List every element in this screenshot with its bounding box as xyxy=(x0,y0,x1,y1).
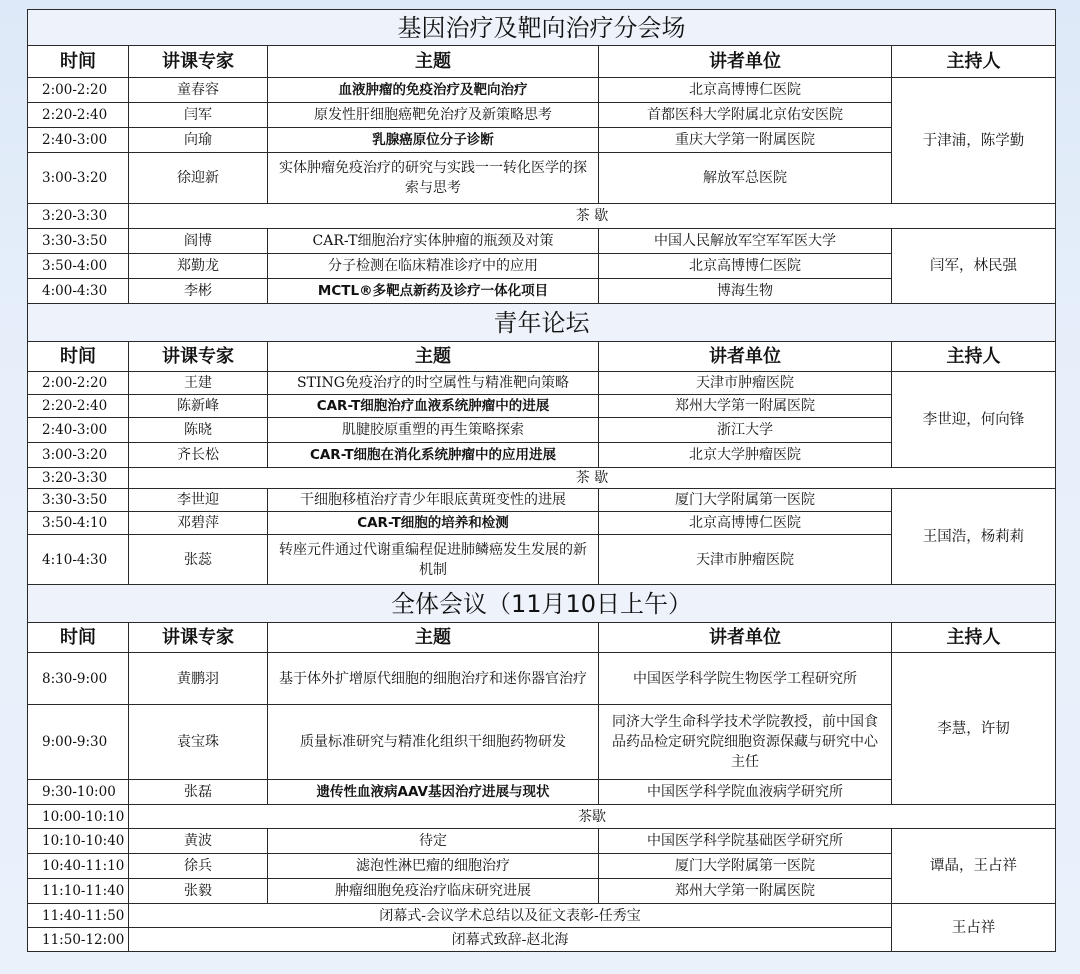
header-row xyxy=(28,623,1056,653)
topic-cell: 原发性肝细胞癌靶免治疗及新策略思考 xyxy=(268,103,599,128)
org-cell: 博海生物 xyxy=(599,279,892,304)
speaker-cell: 阎博 xyxy=(129,229,268,254)
time-cell: 8:30-9:00 xyxy=(28,653,129,705)
time-cell: 11:10-11:40 xyxy=(28,879,129,904)
time-cell: 2:00-2:20 xyxy=(28,78,129,103)
speaker-cell: 邓碧萍 xyxy=(129,512,268,535)
speaker-cell: 向瑜 xyxy=(129,128,268,153)
closing-cell: 闭幕式致辞-赵北海 xyxy=(129,928,892,952)
header-time: 时间 xyxy=(28,342,129,372)
host-cell: 李世迎，何向锋 xyxy=(892,372,1056,468)
speaker-cell: 袁宝珠 xyxy=(129,705,268,780)
org-cell: 郑州大学第一附属医院 xyxy=(599,395,892,418)
speaker-cell: 陈晓 xyxy=(129,418,268,443)
header-topic: 主题 xyxy=(268,623,599,653)
speaker-cell: 李彬 xyxy=(129,279,268,304)
topic-cell: 实体肿瘤免疫治疗的研究与实践一一转化医学的探索与思考 xyxy=(268,153,599,204)
org-cell: 北京高博博仁医院 xyxy=(599,254,892,279)
time-cell: 4:10-4:30 xyxy=(28,535,129,585)
org-cell: 厦门大学附属第一医院 xyxy=(599,854,892,879)
section-title: 全体会议（11月10日上午） xyxy=(28,585,1056,623)
time-cell: 11:40-11:50 xyxy=(28,904,129,928)
topic-cell: 待定 xyxy=(268,829,599,854)
host-cell: 李慧，许韧 xyxy=(892,653,1056,805)
time-cell: 11:50-12:00 xyxy=(28,928,129,952)
time-cell: 3:20-3:30 xyxy=(28,204,129,229)
speaker-cell: 张磊 xyxy=(129,780,268,805)
closing-cell: 闭幕式-会议学术总结以及征文表彰-任秀宝 xyxy=(129,904,892,928)
host-cell: 于津浦，陈学勤 xyxy=(892,78,1056,204)
time-cell: 9:30-10:00 xyxy=(28,780,129,805)
time-cell: 2:20-2:40 xyxy=(28,395,129,418)
table-row xyxy=(28,229,1056,254)
header-org: 讲者单位 xyxy=(599,342,892,372)
org-cell: 中国医学科学院基础医学研究所 xyxy=(599,829,892,854)
speaker-cell: 王建 xyxy=(129,372,268,395)
schedule-table xyxy=(27,9,1056,952)
time-cell: 9:00-9:30 xyxy=(28,705,129,780)
host-cell: 闫军，林民强 xyxy=(892,229,1056,304)
topic-cell: 干细胞移植治疗青少年眼底黄斑变性的进展 xyxy=(268,489,599,512)
time-cell: 10:00-10:10 xyxy=(28,805,129,829)
section-title-row xyxy=(28,10,1056,46)
topic-cell: CAR-T细胞在消化系统肿瘤中的应用进展 xyxy=(268,443,599,468)
org-cell: 首都医科大学附属北京佑安医院 xyxy=(599,103,892,128)
break-row xyxy=(28,204,1056,229)
time-cell: 3:30-3:50 xyxy=(28,489,129,512)
org-cell: 中国医学科学院血液病学研究所 xyxy=(599,780,892,805)
topic-cell: CAR-T细胞治疗实体肿瘤的瓶颈及对策 xyxy=(268,229,599,254)
table-row xyxy=(28,653,1056,705)
section-title: 基因治疗及靶向治疗分会场 xyxy=(28,10,1056,46)
speaker-cell: 张蕊 xyxy=(129,535,268,585)
header-topic: 主题 xyxy=(268,342,599,372)
table-row xyxy=(28,489,1056,512)
section-title-row xyxy=(28,585,1056,623)
tea-break-cell: 茶 歇 xyxy=(129,468,1056,489)
speaker-cell: 齐长松 xyxy=(129,443,268,468)
topic-cell: MCTL®多靶点新药及诊疗一体化项目 xyxy=(268,279,599,304)
header-org: 讲者单位 xyxy=(599,623,892,653)
topic-cell: 分子检测在临床精准诊疗中的应用 xyxy=(268,254,599,279)
topic-cell: 血液肿瘤的免疫治疗及靶向治疗 xyxy=(268,78,599,103)
org-cell: 中国人民解放军空军军医大学 xyxy=(599,229,892,254)
header-speaker: 讲课专家 xyxy=(129,623,268,653)
header-speaker: 讲课专家 xyxy=(129,46,268,78)
time-cell: 4:00-4:30 xyxy=(28,279,129,304)
time-cell: 10:10-10:40 xyxy=(28,829,129,854)
header-row xyxy=(28,46,1056,78)
org-cell: 厦门大学附属第一医院 xyxy=(599,489,892,512)
topic-cell: 遗传性血液病AAV基因治疗进展与现状 xyxy=(268,780,599,805)
header-topic: 主题 xyxy=(268,46,599,78)
org-cell: 浙江大学 xyxy=(599,418,892,443)
speaker-cell: 徐迎新 xyxy=(129,153,268,204)
time-cell: 2:20-2:40 xyxy=(28,103,129,128)
header-time: 时间 xyxy=(28,46,129,78)
time-cell: 3:50-4:10 xyxy=(28,512,129,535)
closing-row xyxy=(28,904,1056,928)
table-row xyxy=(28,372,1056,395)
org-cell: 北京高博博仁医院 xyxy=(599,512,892,535)
org-cell: 郑州大学第一附属医院 xyxy=(599,879,892,904)
table-row xyxy=(28,78,1056,103)
section-title-row xyxy=(28,304,1056,342)
topic-cell: 肿瘤细胞免疫治疗临床研究进展 xyxy=(268,879,599,904)
org-cell: 天津市肿瘤医院 xyxy=(599,535,892,585)
topic-cell: 转座元件通过代谢重编程促进肺鳞癌发生发展的新机制 xyxy=(268,535,599,585)
org-cell: 天津市肿瘤医院 xyxy=(599,372,892,395)
speaker-cell: 徐兵 xyxy=(129,854,268,879)
host-cell: 谭晶，王占祥 xyxy=(892,829,1056,904)
break-row xyxy=(28,805,1056,829)
topic-cell: CAR-T细胞的培养和检测 xyxy=(268,512,599,535)
topic-cell: 肌腱胶原重塑的再生策略探索 xyxy=(268,418,599,443)
host-cell: 王国浩，杨莉莉 xyxy=(892,489,1056,585)
tea-break-cell: 茶歇 xyxy=(129,805,1056,829)
speaker-cell: 闫军 xyxy=(129,103,268,128)
time-cell: 3:00-3:20 xyxy=(28,153,129,204)
time-cell: 10:40-11:10 xyxy=(28,854,129,879)
org-cell: 北京高博博仁医院 xyxy=(599,78,892,103)
org-cell: 中国医学科学院生物医学工程研究所 xyxy=(599,653,892,705)
speaker-cell: 郑勤龙 xyxy=(129,254,268,279)
time-cell: 3:00-3:20 xyxy=(28,443,129,468)
header-host: 主持人 xyxy=(892,342,1056,372)
section-title: 青年论坛 xyxy=(28,304,1056,342)
time-cell: 2:40-3:00 xyxy=(28,128,129,153)
topic-cell: 基于体外扩增原代细胞的细胞治疗和迷你器官治疗 xyxy=(268,653,599,705)
org-cell: 重庆大学第一附属医院 xyxy=(599,128,892,153)
speaker-cell: 黄鹏羽 xyxy=(129,653,268,705)
speaker-cell: 陈新峰 xyxy=(129,395,268,418)
org-cell: 解放军总医院 xyxy=(599,153,892,204)
host-cell: 王占祥 xyxy=(892,904,1056,952)
speaker-cell: 童春容 xyxy=(129,78,268,103)
org-cell: 同济大学生命科学技术学院教授，前中国食品药品检定研究院细胞资源保藏与研究中心主任 xyxy=(599,705,892,780)
org-cell: 北京大学肿瘤医院 xyxy=(599,443,892,468)
speaker-cell: 张毅 xyxy=(129,879,268,904)
tea-break-cell: 茶 歇 xyxy=(129,204,1056,229)
time-cell: 3:20-3:30 xyxy=(28,468,129,489)
speaker-cell: 黄波 xyxy=(129,829,268,854)
topic-cell: CAR-T细胞治疗血液系统肿瘤中的进展 xyxy=(268,395,599,418)
header-org: 讲者单位 xyxy=(599,46,892,78)
header-host: 主持人 xyxy=(892,46,1056,78)
time-cell: 3:30-3:50 xyxy=(28,229,129,254)
header-host: 主持人 xyxy=(892,623,1056,653)
topic-cell: 质量标准研究与精准化组织干细胞药物研发 xyxy=(268,705,599,780)
break-row xyxy=(28,468,1056,489)
topic-cell: 乳腺癌原位分子诊断 xyxy=(268,128,599,153)
time-cell: 2:40-3:00 xyxy=(28,418,129,443)
header-time: 时间 xyxy=(28,623,129,653)
topic-cell: STING免疫治疗的时空属性与精准靶向策略 xyxy=(268,372,599,395)
speaker-cell: 李世迎 xyxy=(129,489,268,512)
table-row xyxy=(28,829,1056,854)
header-row xyxy=(28,342,1056,372)
time-cell: 2:00-2:20 xyxy=(28,372,129,395)
time-cell: 3:50-4:00 xyxy=(28,254,129,279)
topic-cell: 滤泡性淋巴瘤的细胞治疗 xyxy=(268,854,599,879)
header-speaker: 讲课专家 xyxy=(129,342,268,372)
